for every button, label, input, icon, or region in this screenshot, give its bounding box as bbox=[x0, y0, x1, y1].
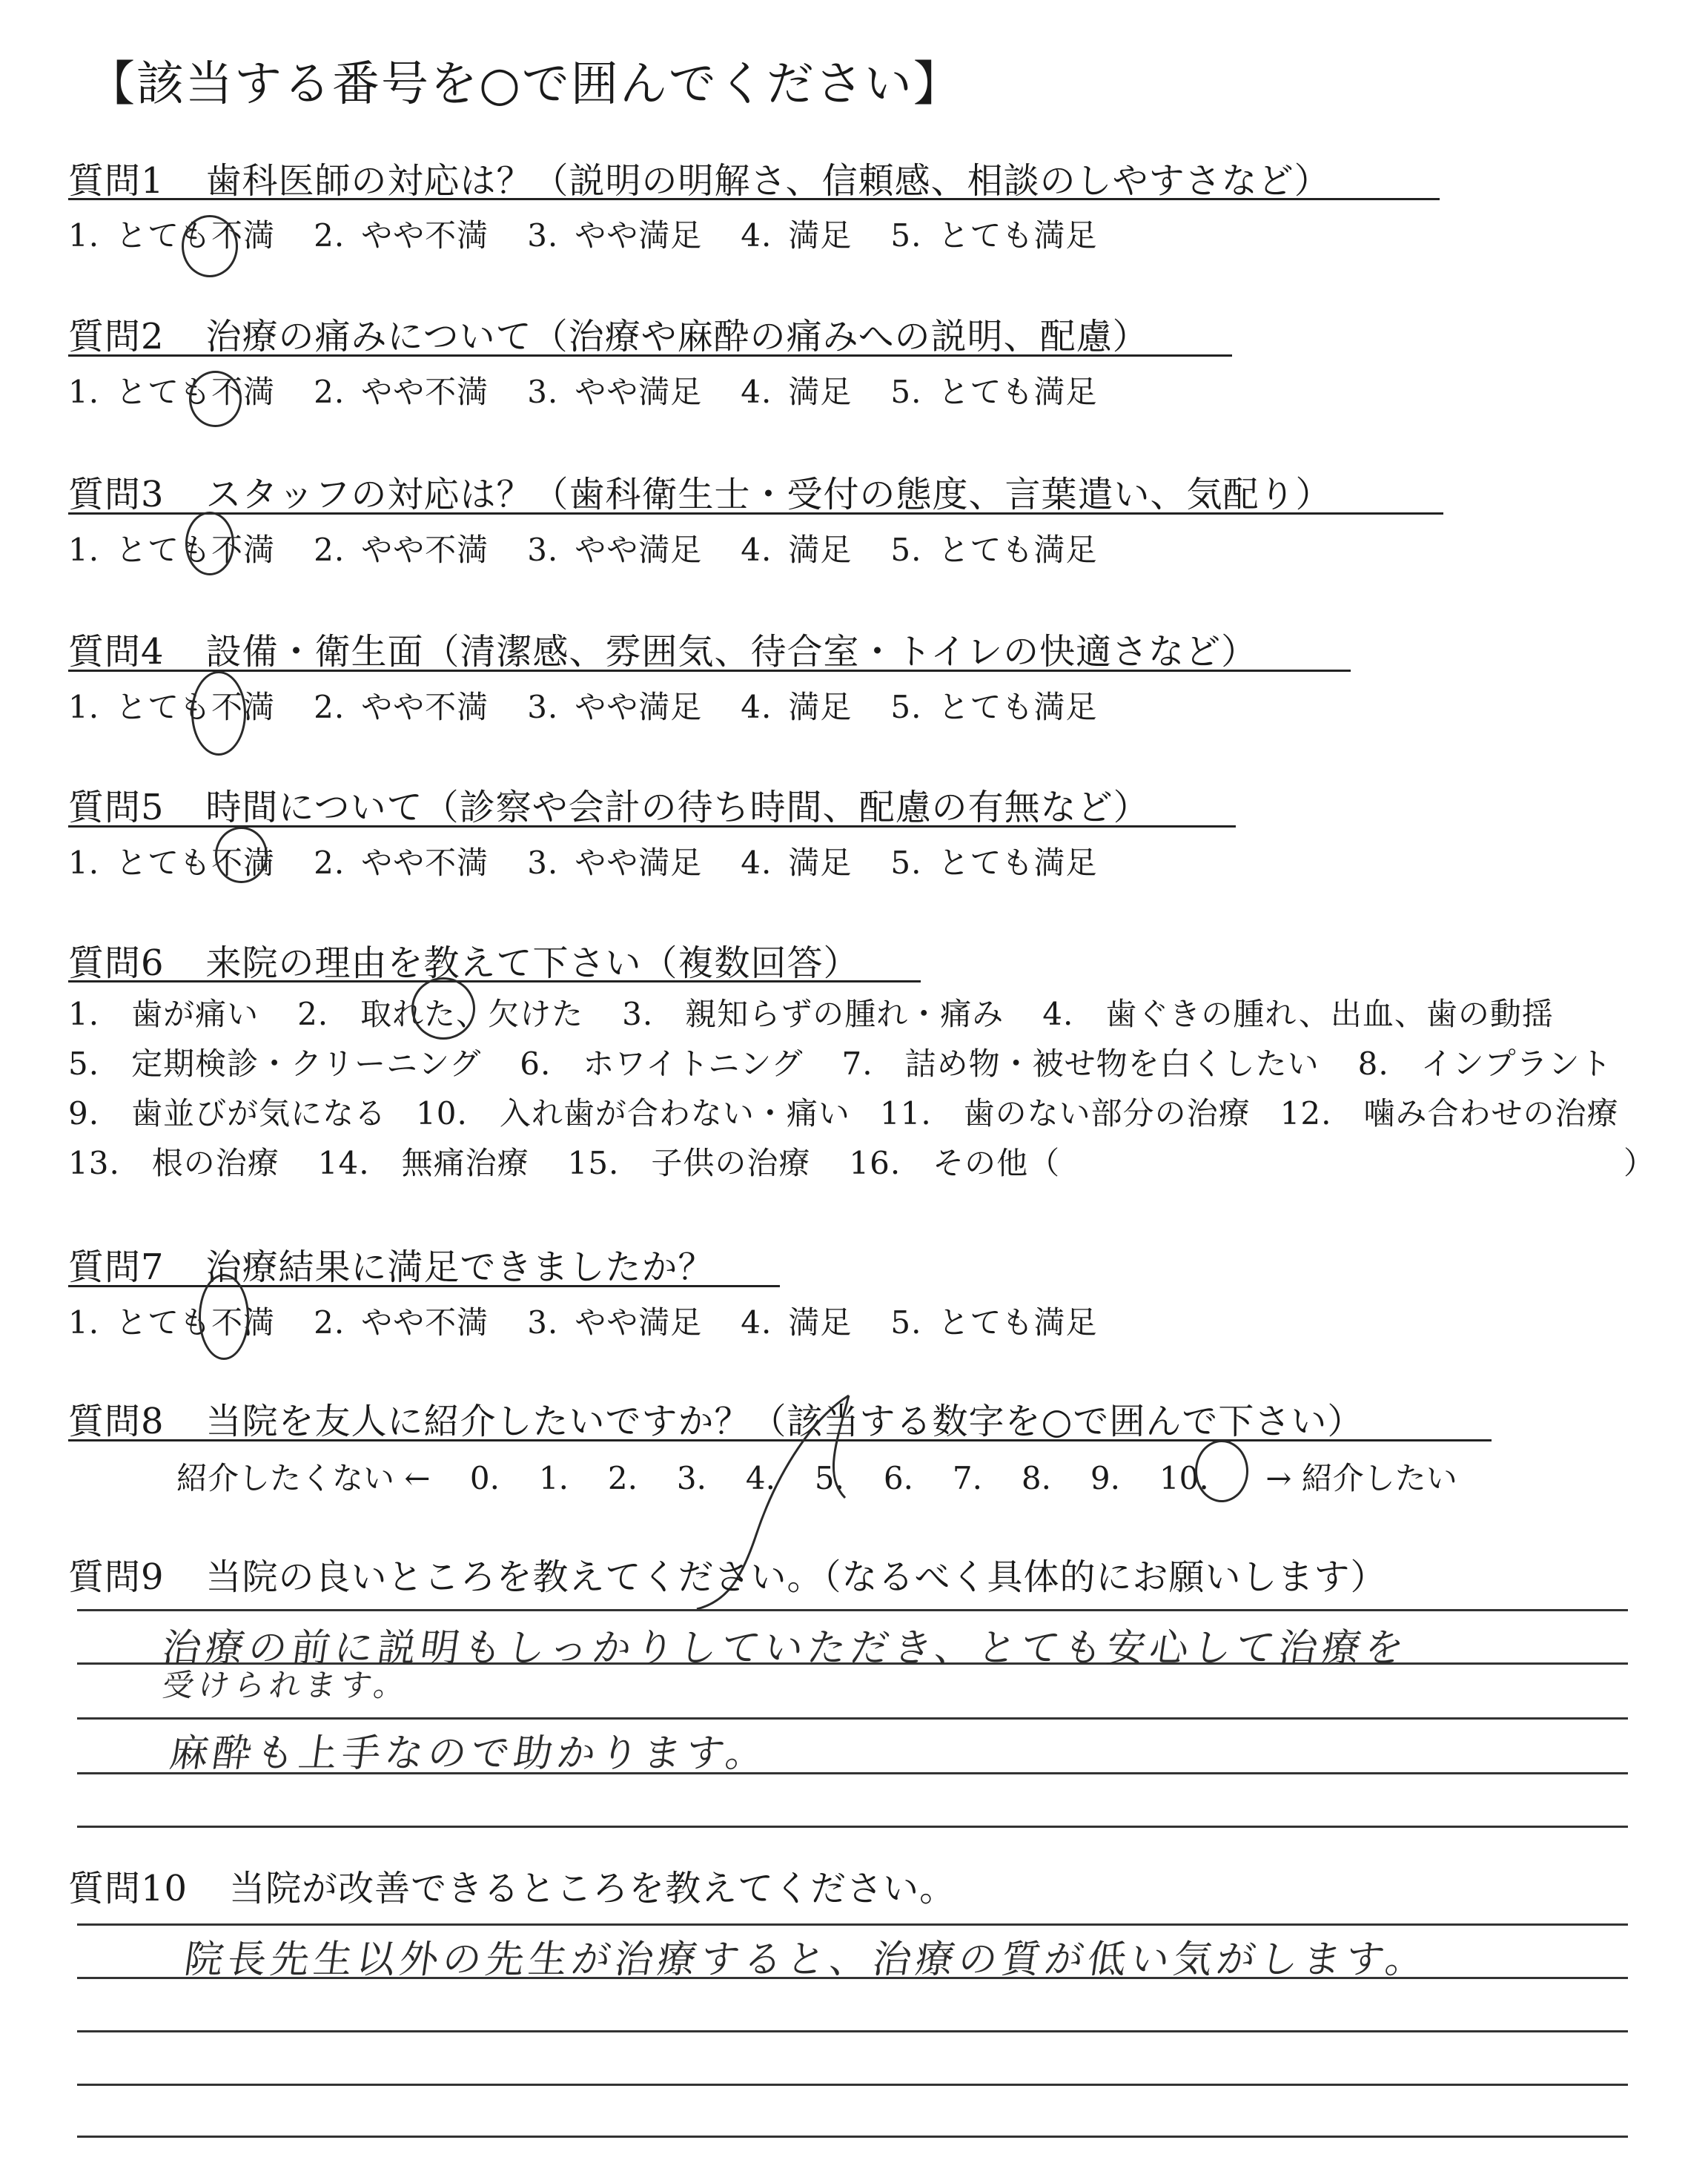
question-9-text: 当院の良いところを教えてください。（なるべく具体的にお願いします） bbox=[205, 1556, 1387, 1598]
q4-option-4[interactable]: 4. 満足 bbox=[741, 689, 853, 725]
q6-option-4[interactable]: 4. 歯ぐきの腫れ、出血、歯の動揺 bbox=[1042, 996, 1554, 1032]
question-2-underline bbox=[68, 354, 1232, 357]
q10-answer-rule-4 bbox=[77, 2084, 1628, 2086]
q7-option-5[interactable]: 5. とても満足 bbox=[890, 1304, 1098, 1341]
q3-option-3[interactable]: 3. やや満足 bbox=[527, 532, 703, 568]
question-9-label: 質問9 bbox=[68, 1556, 165, 1598]
q6-option-9[interactable]: 9. 歯並びが気になる bbox=[68, 1095, 387, 1132]
q8-scale-3[interactable]: 3. bbox=[676, 1460, 706, 1496]
question-5-text: 時間について（診察や会計の待ち時間、配慮の有無など） bbox=[205, 787, 1150, 828]
q5-option-5[interactable]: 5. とても満足 bbox=[890, 845, 1098, 881]
q5-option-2[interactable]: 2. やや不満 bbox=[314, 845, 489, 881]
q6-option-13[interactable]: 13. 根の治療 bbox=[68, 1145, 279, 1181]
question-4-underline bbox=[68, 670, 1351, 672]
q3-option-5[interactable]: 5. とても満足 bbox=[890, 532, 1098, 568]
q6-other-close-paren: ） bbox=[1623, 1145, 1656, 1181]
q1-option-1[interactable]: 1. とても不満 bbox=[68, 217, 276, 254]
q2-option-2[interactable]: 2. やや不満 bbox=[314, 374, 489, 410]
q6-options-row-1 bbox=[68, 990, 1592, 1034]
q8-scale-10[interactable]: 10. bbox=[1159, 1460, 1209, 1496]
q6-option-5[interactable]: 5. 定期検診・クリーニング bbox=[68, 1046, 482, 1082]
q9-answer-line-2: 受けられます。 bbox=[160, 1667, 412, 1703]
question-4-options bbox=[68, 683, 1136, 727]
page-title: 【該当する番号を○で囲んでください】 bbox=[87, 57, 962, 112]
q6-option-11[interactable]: 11. 歯のない部分の治療 bbox=[879, 1095, 1251, 1132]
q10-answer-rule-3 bbox=[77, 2030, 1628, 2032]
question-5-options bbox=[68, 839, 1136, 883]
q9-answer-line-1: 治療の前に説明もしっかりしていただき、とても安心して治療を bbox=[159, 1626, 1411, 1671]
question-10 bbox=[68, 1860, 956, 1911]
q8-scale-6[interactable]: 6. bbox=[883, 1460, 913, 1496]
question-1-text: 歯科医師の対応は？（説明の明解さ、信頼感、相談のしやすさなど） bbox=[205, 160, 1331, 202]
q6-option-2[interactable]: 2. 取れた、欠けた bbox=[297, 996, 584, 1032]
q2-option-3[interactable]: 3. やや満足 bbox=[527, 374, 703, 410]
q8-scale-0[interactable]: 0. bbox=[469, 1460, 500, 1496]
q6-option-12[interactable]: 12. 噛み合わせの治療 bbox=[1280, 1095, 1619, 1132]
q8-scale-4[interactable]: 4. bbox=[745, 1460, 775, 1496]
q8-right-label: → 紹介したい bbox=[1265, 1460, 1457, 1496]
q6-option-1[interactable]: 1. 歯が痛い bbox=[68, 996, 259, 1032]
q10-answer-rule-5 bbox=[77, 2136, 1628, 2138]
question-7 bbox=[68, 1238, 715, 1289]
question-4-label: 質問4 bbox=[68, 631, 165, 673]
question-1-label: 質問1 bbox=[68, 160, 165, 202]
question-2-text: 治療の痛みについて（治療や麻酔の痛みへの説明、配慮） bbox=[205, 316, 1149, 357]
q6-option-14[interactable]: 14. 無痛治療 bbox=[317, 1145, 529, 1181]
question-6 bbox=[68, 934, 860, 985]
question-2 bbox=[68, 308, 1149, 359]
question-1 bbox=[68, 152, 1331, 203]
q4-option-3[interactable]: 3. やや満足 bbox=[527, 689, 703, 725]
question-3-options bbox=[68, 526, 1136, 570]
q6-option-6[interactable]: 6. ホワイトニング bbox=[520, 1046, 804, 1082]
q6-option-10[interactable]: 10. 入れ歯が合わない・痛い bbox=[416, 1095, 850, 1132]
question-7-label: 質問7 bbox=[68, 1246, 165, 1288]
q4-option-5[interactable]: 5. とても満足 bbox=[890, 689, 1098, 725]
q7-option-3[interactable]: 3. やや満足 bbox=[527, 1304, 703, 1341]
q6-option-3[interactable]: 3. 親知らずの腫れ・痛み bbox=[622, 996, 1004, 1032]
q9-answer-rule-3 bbox=[77, 1717, 1628, 1720]
question-5-label: 質問5 bbox=[68, 787, 165, 828]
q6-option-15[interactable]: 15. 子供の治療 bbox=[567, 1145, 811, 1181]
question-6-label: 質問6 bbox=[68, 942, 165, 984]
question-8-text: 当院を友人に紹介したいですか？（該当する数字を○で囲んで下さい） bbox=[205, 1401, 1364, 1442]
q2-option-1[interactable]: 1. とても不満 bbox=[68, 374, 276, 410]
q8-scale-8[interactable]: 8. bbox=[1021, 1460, 1051, 1496]
question-5-underline bbox=[68, 825, 1236, 828]
q7-option-2[interactable]: 2. やや不満 bbox=[314, 1304, 489, 1341]
q1-option-3[interactable]: 3. やや満足 bbox=[527, 217, 703, 254]
q8-scale-1[interactable]: 1. bbox=[538, 1460, 569, 1496]
q5-option-3[interactable]: 3. やや満足 bbox=[527, 845, 703, 881]
question-3-text: スタッフの対応は？（歯科衛生士・受付の態度、言葉遣い、気配り） bbox=[205, 474, 1332, 515]
q9-answer-rule-5 bbox=[77, 1826, 1628, 1828]
question-9 bbox=[68, 1548, 1387, 1599]
question-3-underline bbox=[68, 512, 1443, 515]
q3-option-1[interactable]: 1. とても不満 bbox=[68, 532, 276, 568]
question-1-underline bbox=[68, 198, 1440, 200]
question-8-label: 質問8 bbox=[68, 1401, 165, 1442]
q2-option-4[interactable]: 4. 満足 bbox=[741, 374, 853, 410]
question-4-text: 設備・衛生面（清潔感、雰囲気、待合室・トイレの快適さなど） bbox=[205, 631, 1258, 673]
q10-answer-line-1: 院長先生以外の先生が治療すると、治療の質が低い気がします。 bbox=[182, 1938, 1432, 1982]
q6-option-16[interactable]: 16. その他（ bbox=[849, 1145, 1061, 1181]
q4-option-2[interactable]: 2. やや不満 bbox=[314, 689, 489, 725]
q1-option-5[interactable]: 5. とても満足 bbox=[890, 217, 1098, 254]
question-7-underline bbox=[68, 1285, 780, 1287]
question-1-options bbox=[68, 211, 1136, 256]
q6-options-row-2 bbox=[68, 1040, 1651, 1084]
q1-option-4[interactable]: 4. 満足 bbox=[741, 217, 853, 254]
question-7-options bbox=[68, 1298, 1136, 1343]
q7-option-1[interactable]: 1. とても不満 bbox=[68, 1304, 276, 1341]
question-3-label: 質問3 bbox=[68, 474, 165, 515]
q8-scale-2[interactable]: 2. bbox=[607, 1460, 638, 1496]
question-5 bbox=[68, 779, 1150, 830]
q6-options-row-4 bbox=[68, 1139, 1099, 1183]
question-3 bbox=[68, 466, 1332, 517]
q9-answer-line-3: 麻酔も上手なので助かります。 bbox=[167, 1731, 772, 1776]
question-10-text: 当院が改善できるところを教えてください。 bbox=[229, 1868, 956, 1909]
q3-option-2[interactable]: 2. やや不満 bbox=[314, 532, 489, 568]
q5-option-1[interactable]: 1. とても不満 bbox=[68, 845, 276, 881]
question-4 bbox=[68, 623, 1257, 674]
q8-scale-9[interactable]: 9. bbox=[1090, 1460, 1120, 1496]
q6-options-row-3 bbox=[68, 1089, 1618, 1134]
q8-scale-7[interactable]: 7. bbox=[952, 1460, 982, 1496]
question-6-text: 来院の理由を教えて下さい（複数回答） bbox=[205, 942, 860, 984]
q1-option-2[interactable]: 2. やや不満 bbox=[314, 217, 489, 254]
question-10-label: 質問10 bbox=[68, 1868, 188, 1909]
q6-option-8[interactable]: 8. インプラント bbox=[1357, 1046, 1612, 1082]
q7-option-4[interactable]: 4. 満足 bbox=[741, 1304, 853, 1341]
q6-option-7[interactable]: 7. 詰め物・被せ物を白くしたい bbox=[841, 1046, 1320, 1082]
q5-option-4[interactable]: 4. 満足 bbox=[741, 845, 853, 881]
question-6-underline bbox=[68, 980, 921, 982]
q10-answer-rule-1 bbox=[77, 1923, 1628, 1926]
q3-option-4[interactable]: 4. 満足 bbox=[741, 532, 853, 568]
question-2-options bbox=[68, 368, 1136, 412]
q2-option-5[interactable]: 5. とても満足 bbox=[890, 374, 1098, 410]
q4-option-1[interactable]: 1. とても不満 bbox=[68, 689, 276, 725]
question-2-label: 質問2 bbox=[68, 316, 165, 357]
question-7-text: 治療結果に満足できましたか？ bbox=[205, 1246, 715, 1288]
q8-scale-5[interactable]: 5. bbox=[814, 1460, 844, 1496]
q8-left-label: 紹介したくない ← bbox=[176, 1460, 431, 1496]
q9-answer-rule-1 bbox=[77, 1609, 1628, 1611]
